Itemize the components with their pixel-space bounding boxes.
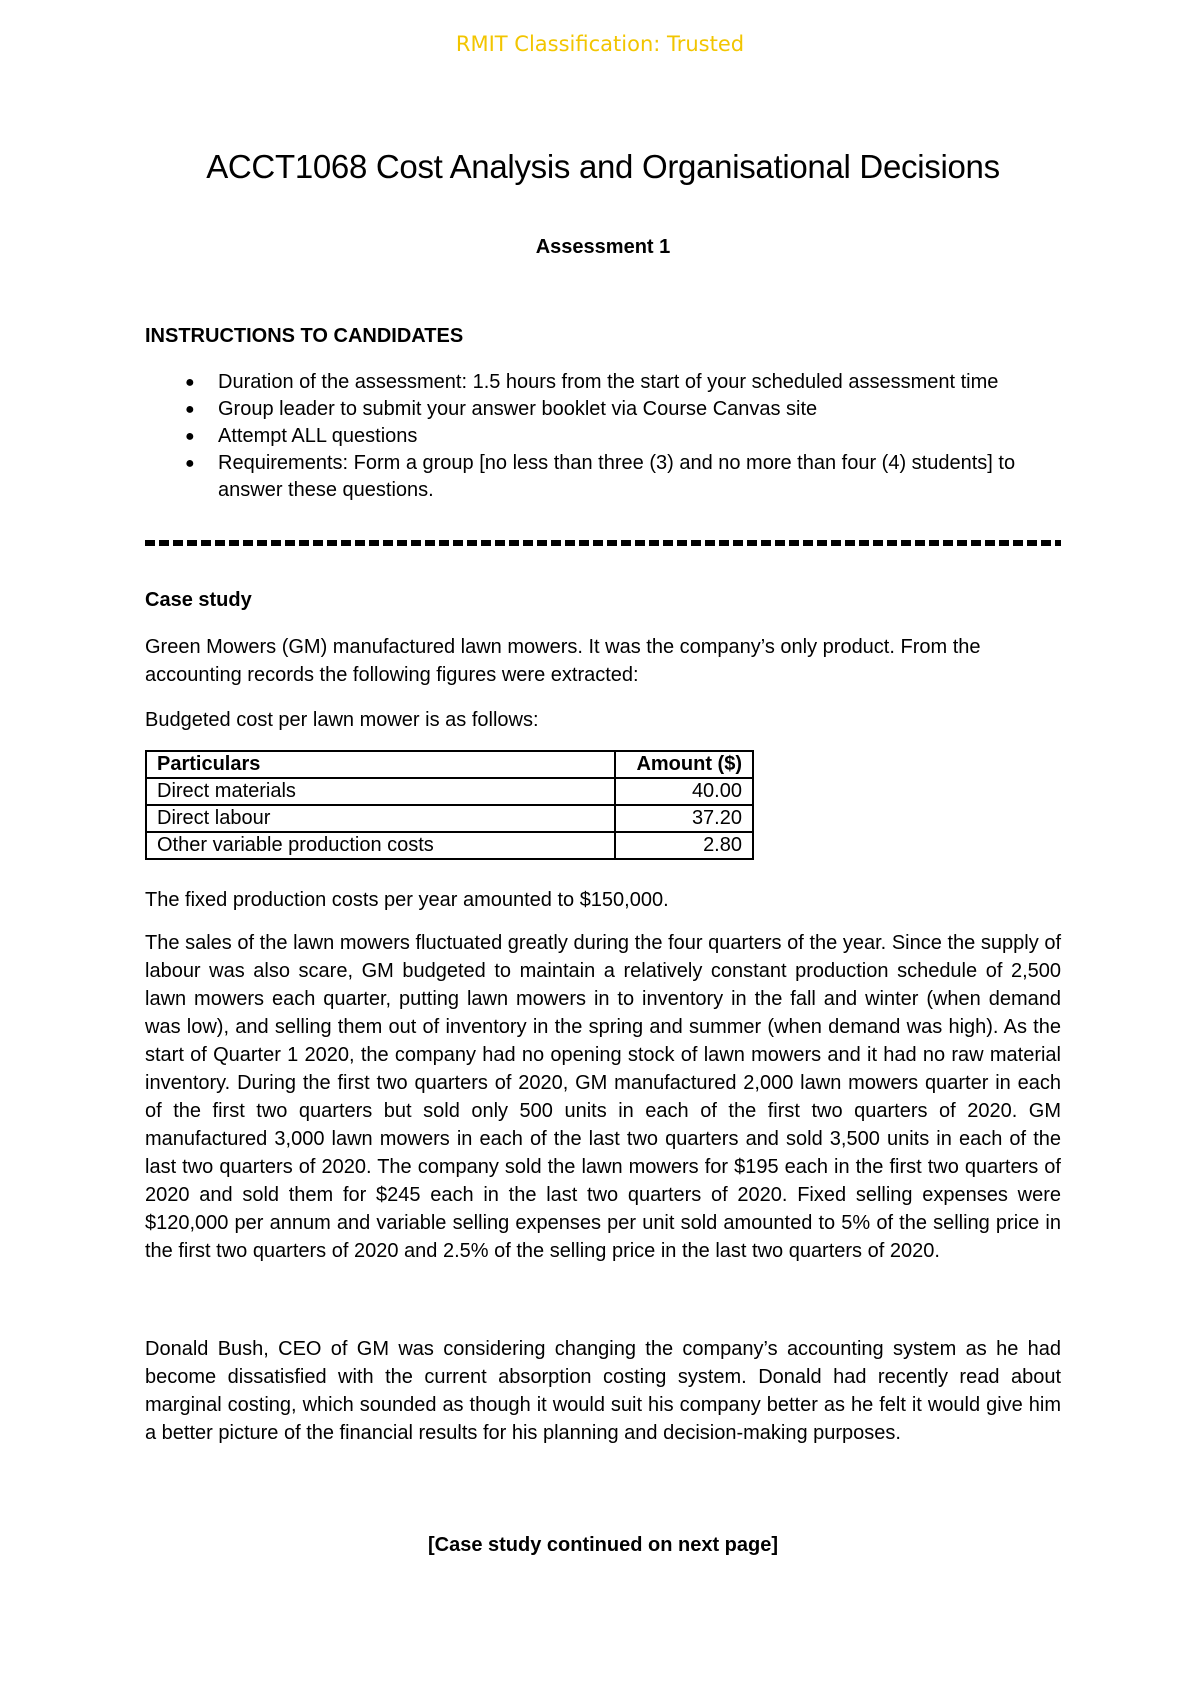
list-item	[145, 423, 1061, 450]
dashed-divider	[145, 540, 1061, 546]
table-row	[146, 805, 753, 832]
instruction-text: Requirements: Form a group [no less than three (3) and no more than four (4) students] to answer these questions.	[218, 452, 1016, 501]
table-row	[146, 832, 753, 859]
bullet-icon: ●	[185, 374, 195, 391]
bullet-icon: ●	[185, 455, 195, 472]
list-item	[145, 450, 1061, 504]
cell-particular: Direct materials	[146, 778, 615, 805]
bullet-icon: ●	[185, 401, 195, 418]
table-header-row	[146, 751, 753, 778]
cell-amount: 2.80	[615, 832, 753, 859]
cell-particular: Direct labour	[146, 805, 615, 832]
cell-particular: Other variable production costs	[146, 832, 615, 859]
column-header-particulars: Particulars	[146, 751, 615, 778]
ceo-paragraph: Donald Bush, CEO of GM was considering changing the company’s accounting system as he had become dissatisfied with the current absorption costing system. Donald had recently read about marginal costing, which sounded as though it would suit his company better as he felt it would give him a better picture of the financial results for his planning and decision-making purposes.	[145, 1338, 1061, 1444]
table-row	[146, 778, 753, 805]
classification-label: RMIT Classification: Trusted	[455, 32, 745, 56]
case-study-heading: Case study	[145, 589, 252, 611]
document-title: ACCT1068 Cost Analysis and Organisational Decisions	[206, 148, 1000, 185]
list-item	[145, 369, 1061, 396]
assessment-subtitle: Assessment 1	[535, 236, 671, 258]
instruction-text: Group leader to submit your answer booklet via Course Canvas site	[218, 398, 818, 420]
column-header-amount: Amount ($)	[615, 751, 753, 778]
instruction-text: Duration of the assessment: 1.5 hours from the start of your scheduled assessment time	[218, 371, 999, 393]
cell-amount: 37.20	[615, 805, 753, 832]
list-item	[145, 396, 1061, 423]
cell-amount: 40.00	[615, 778, 753, 805]
instructions-list	[145, 369, 1061, 504]
sales-paragraph: The sales of the lawn mowers fluctuated greatly during the four quarters of the year. Since the supply of labour was also scare, GM budgeted to maintain a relatively constant production schedule of 2,500 lawn mowers each quarter, putting lawn mowers in to inventory in the fall and winter (when demand was low), and selling them out of inventory in the spring and summer (when demand was high). As the start of Quarter 1 2020, the company had no opening stock of lawn mowers and it had no raw material inventory. During the first two quarters of 2020, GM manufactured 2,000 lawn mowers quarter in each of the first two quarters but sold only 500 units in each of the first two quarters of 2020. GM manufactured 3,000 lawn mowers in each of the last two quarters and sold 3,500 units in each of the last two quarters of 2020. The company sold the lawn mowers for $195 each in the first two quarters of 2020 and sold them for $245 each in the last two quarters of 2020. Fixed selling expenses were $120,000 per annum and variable selling expenses per unit sold amounted to 5% of the selling price in the first two quarters of 2020 and 2.5% of the selling price in the last two quarters of 2020.	[145, 932, 1061, 1262]
fixed-costs-paragraph: The fixed production costs per year amounted to $150,000.	[145, 889, 669, 911]
instruction-text: Attempt ALL questions	[218, 425, 418, 447]
continued-note: [Case study continued on next page]	[427, 1534, 779, 1556]
instructions-heading: INSTRUCTIONS TO CANDIDATES	[145, 325, 464, 347]
bullet-icon: ●	[185, 428, 195, 445]
case-intro-paragraph: Green Mowers (GM) manufactured lawn mowers. It was the company’s only product. From the accounting records the following figures were extracted:	[145, 636, 981, 686]
budgeted-cost-table	[145, 750, 754, 860]
budget-intro-paragraph: Budgeted cost per lawn mower is as follows:	[145, 709, 539, 731]
